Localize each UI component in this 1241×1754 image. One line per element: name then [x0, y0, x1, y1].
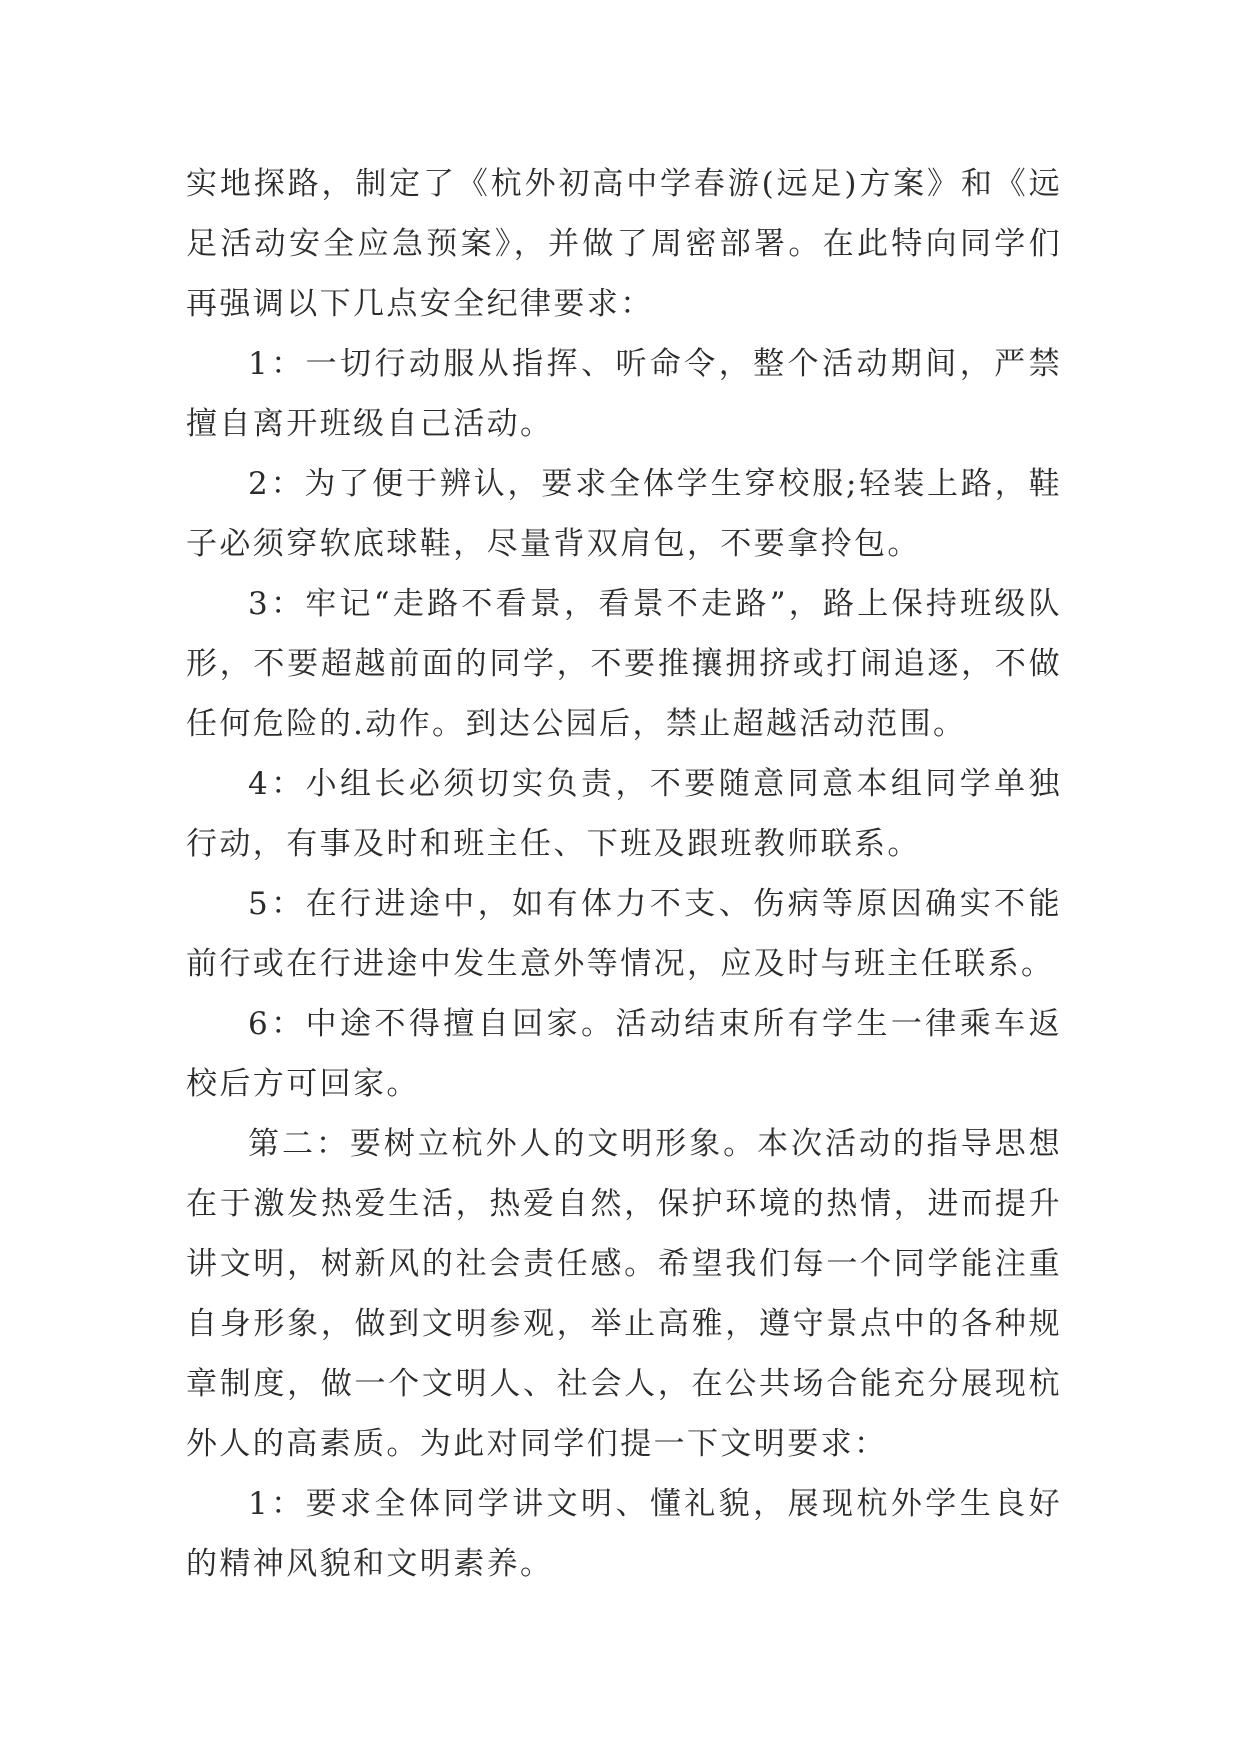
- paragraph-section-two: 第二：要树立杭外人的文明形象。本次活动的指导思想在于激发热爱生活，热爱自然，保护环境的热情，进而提升讲文明，树新风的社会责任感。希望我们每一个同学能注重自身形象，做到文明参观，举止高雅，遵守景点中的各种规章制度，做一个文明人、社会人，在公共场合能充分展现杭外人的高素质。为此对同学们提一下文明要求：: [186, 1126, 1062, 1462]
- paragraph-rule-3: 3：牢记“走路不看景，看景不走路”，路上保持班级队形，不要超越前面的同学，不要推攘拥挤或打闹追逐，不做任何危险的.动作。到达公园后，禁止超越活动范围。: [186, 586, 1062, 742]
- paragraph-rule-4: 4：小组长必须切实负责，不要随意同意本组同学单独行动，有事及时和班主任、下班及跟班教师联系。: [186, 766, 1062, 862]
- paragraph-civility-rule-1: 1：要求全体同学讲文明、懂礼貌，展现杭外学生良好的精神风貌和文明素养。: [186, 1486, 1062, 1582]
- paragraph-rule-1: 1：一切行动服从指挥、听命令，整个活动期间，严禁擅自离开班级自己活动。: [186, 346, 1062, 442]
- paragraph-rule-2: 2：为了便于辨认，要求全体学生穿校服;轻装上路，鞋子必须穿软底球鞋，尽量背双肩包，不要拿拎包。: [186, 466, 1062, 562]
- document-body: [186, 154, 1062, 1594]
- paragraph-intro: 实地探路，制定了《杭外初高中学春游(远足)方案》和《远足活动安全应急预案》，并做了周密部署。在此特向同学们再强调以下几点安全纪律要求：: [186, 166, 1062, 322]
- paragraph-rule-5: 5：在行进途中，如有体力不支、伤病等原因确实不能前行或在行进途中发生意外等情况，应及时与班主任联系。: [186, 886, 1062, 982]
- paragraph-rule-6: 6：中途不得擅自回家。活动结束所有学生一律乘车返校后方可回家。: [186, 1006, 1062, 1102]
